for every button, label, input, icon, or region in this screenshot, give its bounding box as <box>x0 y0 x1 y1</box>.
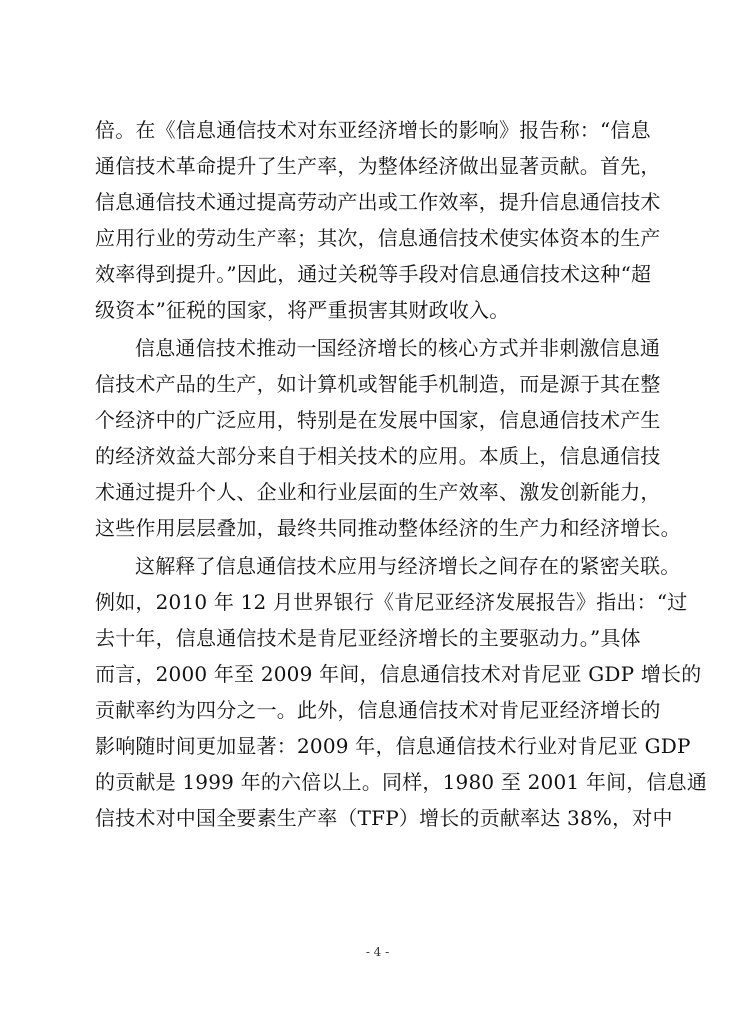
text-line: 效率得到提升。”因此，通过关税等手段对信息通信技术这种“超 <box>95 262 652 286</box>
text-line: 的经济效益大部分来自于相关技术的应用。本质上，信息通信技 <box>95 444 661 468</box>
text-line: 的贡献是 1999 年的六倍以上。同样，1980 至 2001 年间，信息通 <box>95 770 708 794</box>
page-number: - 4 - <box>365 945 390 959</box>
text-line: 信技术对中国全要素生产率（TFP）增长的贡献率达 38%，对中 <box>95 806 673 830</box>
text-line: 级资本”征税的国家，将严重损害其财政收入。 <box>95 298 510 322</box>
paragraph-first-line: 信息通信技术推动一国经济增长的核心方式并非刺激信息通 <box>135 336 661 360</box>
text-line: 贡献率约为四分之一。此外，信息通信技术对肯尼亚经济增长的 <box>95 698 661 722</box>
text-line: 信息通信技术通过提高劳动产出或工作效率，提升信息通信技术 <box>95 190 661 214</box>
text-line: 去十年，信息通信技术是肯尼亚经济增长的主要驱动力。”具体 <box>95 626 641 650</box>
text-line: 影响随时间更加显著：2009 年，信息通信技术行业对肯尼亚 GDP <box>95 734 691 758</box>
paragraph-first-line: 这解释了信息通信技术应用与经济增长之间存在的紧密关联。 <box>135 554 681 578</box>
text-line: 例如，2010 年 12 月世界银行《肯尼亚经济发展报告》指出：“过 <box>95 590 688 614</box>
text-line: 通信技术革命提升了生产率，为整体经济做出显著贡献。首先， <box>95 154 661 178</box>
text-line: 应用行业的劳动生产率；其次，信息通信技术使实体资本的生产 <box>95 226 661 250</box>
text-line: 而言，2000 年至 2009 年间，信息通信技术对肯尼亚 GDP 增长的 <box>95 662 702 686</box>
text-line: 信技术产品的生产，如计算机或智能手机制造，而是源于其在整 <box>95 372 661 396</box>
text-line: 术通过提升个人、企业和行业层面的生产效率、激发创新能力， <box>95 480 661 504</box>
text-line: 这些作用层层叠加，最终共同推动整体经济的生产力和经济增长。 <box>95 516 681 540</box>
text-line: 倍。在《信息通信技术对东亚经济增长的影响》报告称：“信息 <box>95 118 651 142</box>
text-line: 个经济中的广泛应用，特别是在发展中国家，信息通信技术产生 <box>95 408 661 432</box>
